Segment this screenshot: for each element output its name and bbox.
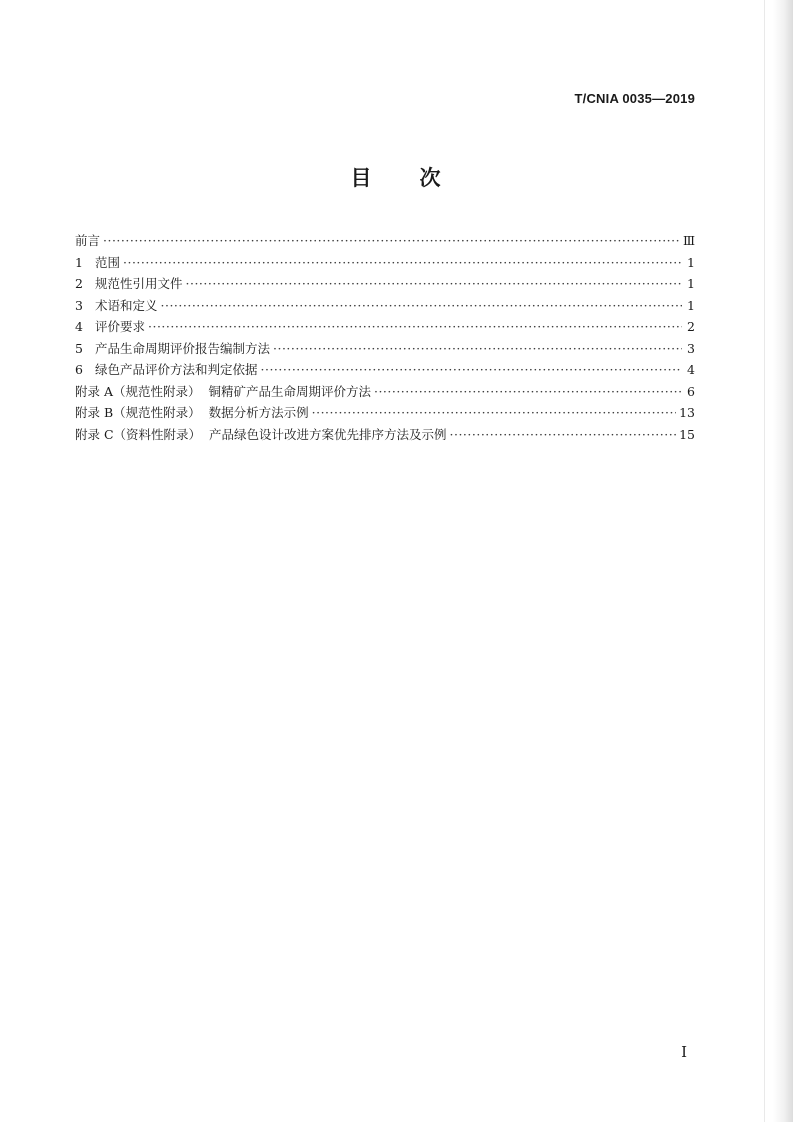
toc-entry-number: 4	[75, 319, 83, 334]
toc-dot-leader	[450, 424, 677, 446]
toc-entry-label: 范围	[95, 254, 121, 270]
toc-page-number: 2	[687, 319, 695, 334]
toc-page-number: Ⅲ	[682, 233, 695, 248]
toc-entry-label: 评价要求	[95, 319, 146, 334]
toc-entry-scope[interactable]	[75, 252, 695, 274]
toc-entry-annex-c[interactable]	[75, 424, 695, 446]
toc-page-number: 3	[687, 340, 695, 356]
toc-entry-normative-references[interactable]	[75, 273, 695, 295]
toc-dot-leader	[186, 273, 682, 295]
toc-entry-annex-a[interactable]	[75, 381, 695, 403]
toc-dot-leader	[148, 316, 682, 338]
toc-entry-evaluation-requirements[interactable]	[75, 316, 695, 338]
toc-entry-number: 1	[75, 254, 83, 270]
toc-entry-number: 2	[75, 276, 83, 291]
toc-dot-leader	[374, 381, 682, 403]
toc-entry-number: 6	[75, 362, 83, 377]
toc-entry-label: 绿色产品评价方法和判定依据	[95, 362, 258, 377]
toc-dot-leader	[161, 295, 682, 317]
toc-entry-label: 前言	[75, 233, 101, 248]
table-of-contents	[75, 230, 695, 445]
standard-number: T/CNIA 0035—2019	[574, 91, 695, 106]
toc-annex-prefix: 附录 A（规范性附录）	[75, 383, 209, 399]
toc-entry-annex-b[interactable]	[75, 402, 695, 424]
toc-entry-green-product-evaluation[interactable]	[75, 359, 695, 381]
toc-entry-label: 铜精矿产品生命周期评价方法	[208, 383, 371, 399]
toc-entry-lca-report-method[interactable]	[75, 338, 695, 360]
toc-page-number: 6	[687, 383, 695, 399]
toc-page-number: 1	[687, 297, 695, 313]
toc-page-number: 15	[679, 426, 695, 442]
toc-annex-prefix: 附录 B（规范性附录）	[75, 405, 209, 420]
toc-entry-number: 3	[75, 297, 83, 313]
toc-entry-number: 5	[75, 340, 83, 356]
toc-title: 目 次	[350, 166, 443, 190]
toc-dot-leader	[261, 359, 682, 381]
toc-entry-label: 产品绿色设计改进方案优先排序方法及示例	[209, 426, 447, 442]
toc-dot-leader	[123, 252, 682, 274]
toc-entry-terms-definitions[interactable]	[75, 295, 695, 317]
toc-page-number: 4	[687, 362, 695, 377]
toc-entry-foreword[interactable]	[75, 230, 695, 252]
toc-entry-label: 数据分析方法示例	[208, 405, 309, 420]
toc-entry-label: 术语和定义	[95, 297, 158, 313]
toc-page-number: 1	[687, 276, 695, 291]
toc-page-number: 1	[687, 254, 695, 270]
toc-entry-label: 规范性引用文件	[95, 276, 183, 291]
toc-dot-leader	[103, 230, 680, 252]
toc-dot-leader	[312, 402, 676, 424]
toc-entry-label: 产品生命周期评价报告编制方法	[95, 340, 271, 356]
toc-dot-leader	[273, 338, 682, 360]
page-number: Ⅰ	[681, 1043, 687, 1061]
toc-annex-prefix: 附录 C（资料性附录）	[75, 426, 209, 442]
toc-page-number: 13	[679, 405, 695, 420]
